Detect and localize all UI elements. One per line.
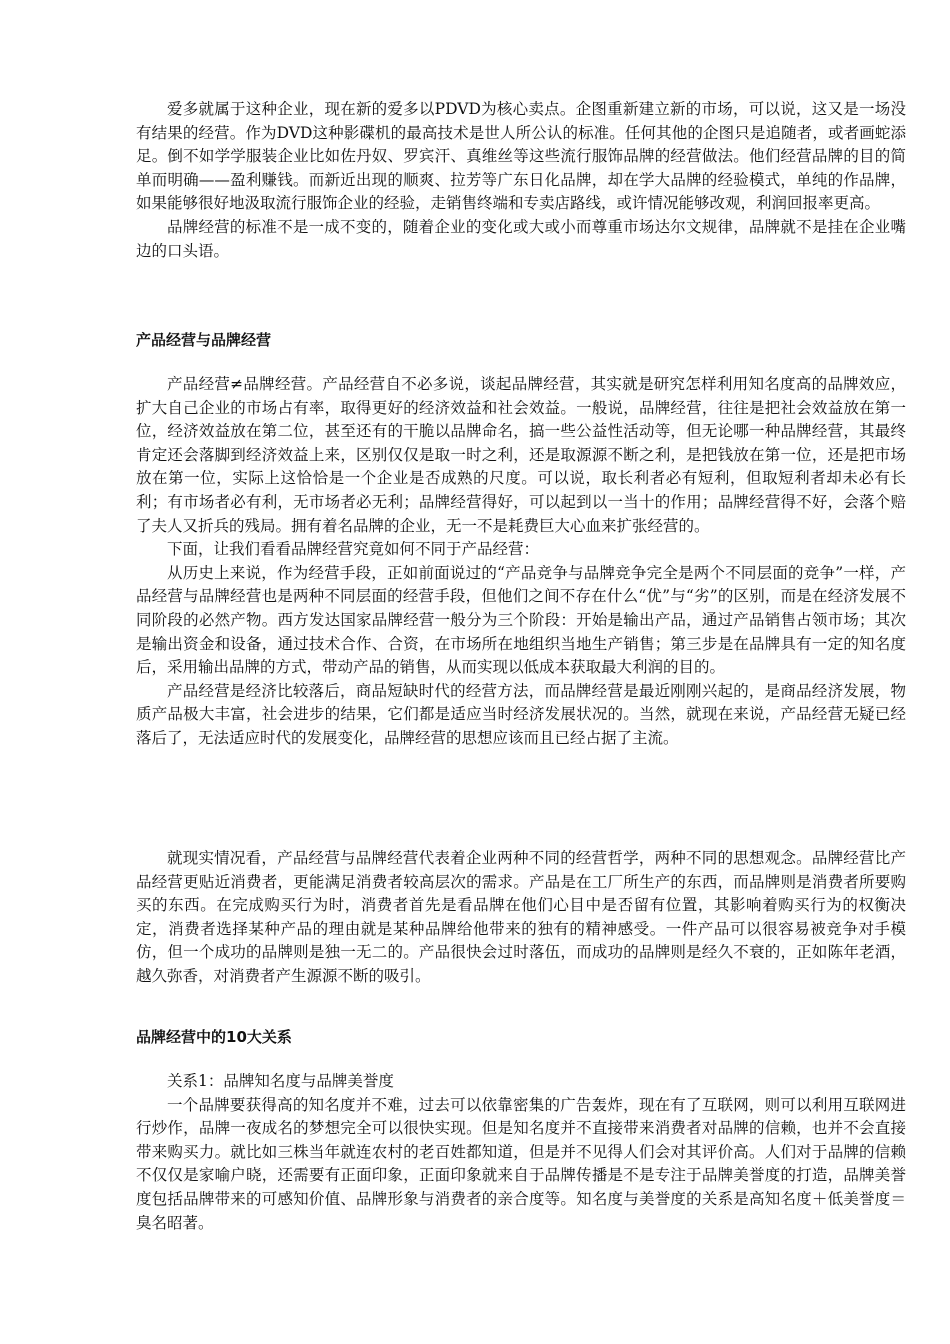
paragraph: 爱多就属于这种企业，现在新的爱多以PDVD为核心卖点。企图重新建立新的市场，可以说，这又是一场没有结果的经营。作为DVD这种影碟机的最高技术是世人所公认的标准。任何其他的企图只是追随者，或者画蛇添足。倒不如学学服装企业比如佐丹奴、罗宾汗、真维丝等这些流行服饰品牌的经营做法。他们经营品牌的目的简单而明确——盈利赚钱。而新近出现的顺爽、拉芳等广东日化品牌，却在学大品牌的经验模式，单纯的作品牌，如果能够很好地汲取流行服饰企业的经验，走销售终端和专卖店路线，或许情况能够改观，利润回报率更高。 — [136, 100, 906, 213]
section-heading-product-vs-brand: 产品经营与品牌经营 — [136, 331, 272, 349]
paragraph: 品牌经营的标准不是一成不变的，随着企业的变化或大或小而尊重市场达尔文规律，品牌就不是挂在企业嘴边的口头语。 — [136, 217, 906, 260]
paragraph: 就现实情况看，产品经营与品牌经营代表着企业两种不同的经营哲学，两种不同的思想观念。品牌经营比产品经营更贴近消费者，更能满足消费者较高层次的需求。产品是在工厂所生产的东西，而品牌则是消费者所要购买的东西。在完成购买行为时，消费者首先是看品牌在他们心目中是否留有位置，其影响着购买行为的权衡决定，消费者选择某种产品的理由就是某种品牌给他带来的独有的精神感受。一件产品可以很容易被竞争对手模仿，但一个成功的品牌则是独一无二的。产品很快会过时落伍，而成功的品牌则是经久不衰的，正如陈年老酒，越久弥香，对消费者产生源源不断的吸引。 — [136, 849, 906, 985]
paragraph: 产品经营≠品牌经营。产品经营自不必多说，谈起品牌经营，其实就是研究怎样利用知名度高的品牌效应，扩大自己企业的市场占有率，取得更好的经济效益和社会效益。一般说，品牌经营，往往是把社会效益放在第一位，经济效益放在第二位，甚至还有的干脆以品牌命名，搞一些公益性活动等，但无论哪一种品牌经营，其最终肯定还会落脚到经济效益上来，区别仅仅是取一时之利，还是取源源不断之利，是把钱放在第一位，还是把市场放在第一位，实际上这恰恰是一个企业是否成熟的尺度。可以说，取长利者必有短利，但取短利者却未必有长利；有市场者必有利，无市场者必无利；品牌经营得好，可以起到以一当十的作用；品牌经营得不好，会落个赔了夫人又折兵的残局。拥有着名品牌的企业，无一不是耗费巨大心血来扩张经营的。 — [136, 375, 906, 535]
paragraph: 从历史上来说，作为经营手段，正如前面说过的“产品竞争与品牌竞争完全是两个不同层面的竞争”一样，产品经营与品牌经营也是两种不同层面的经营手段，但他们之间不存在什么“优”与“劣”的区别，而是在经济发展不同阶段的必然产物。西方发达国家品牌经营一般分为三个阶段：开始是输出产品，通过产品销售占领市场；其次是输出资金和设备，通过技术合作、合资，在市场所在地组织当地生产销售；第三步是在品牌具有一定的知名度后，采用输出品牌的方式，带动产品的销售，从而实现以低成本获取最大利润的目的。 — [136, 563, 906, 677]
paragraph: 产品经营是经济比较落后，商品短缺时代的经营方法，而品牌经营是最近刚刚兴起的，是商品经济发展，物质产品极大丰富，社会进步的结果，它们都是适应当时经济发展状况的。当然，就现在来说，产品经营无疑已经落后了，无法适应时代的发展变化，品牌经营的思想应该而且已经占据了主流。 — [136, 681, 906, 747]
section-reality — [136, 847, 906, 989]
paragraph: 一个品牌要获得高的知名度并不难，过去可以依靠密集的广告轰炸，现在有了互联网，则可以利用互联网进行炒作，品牌一夜成名的梦想完全可以很快实现。但是知名度并不直接带来消费者对品牌的信赖，也并不会直接带来购买力。就比如三株当年就连农村的老百姓都知道，但是并不见得人们会对其评价高。人们对于品牌的信赖不仅仅是家喻户晓，还需要有正面印象，正面印象就来自于品牌传播是不是专注于品牌美誉度的打造，品牌美誉度包括品牌带来的可感知价值、品牌形象与消费者的亲合度等。知名度与美誉度的关系是高知名度＋低美誉度＝臭名昭著。 — [136, 1095, 906, 1232]
section-product-vs-brand — [136, 373, 906, 751]
paragraph: 下面，让我们看看品牌经营究竟如何不同于产品经营： — [167, 540, 540, 559]
section-intro — [136, 98, 906, 263]
section-heading-ten-relations: 品牌经营中的10大关系 — [136, 1028, 292, 1046]
section-ten-relations — [136, 1070, 906, 1235]
relation-title: 关系1：品牌知名度与品牌美誉度 — [167, 1072, 394, 1090]
